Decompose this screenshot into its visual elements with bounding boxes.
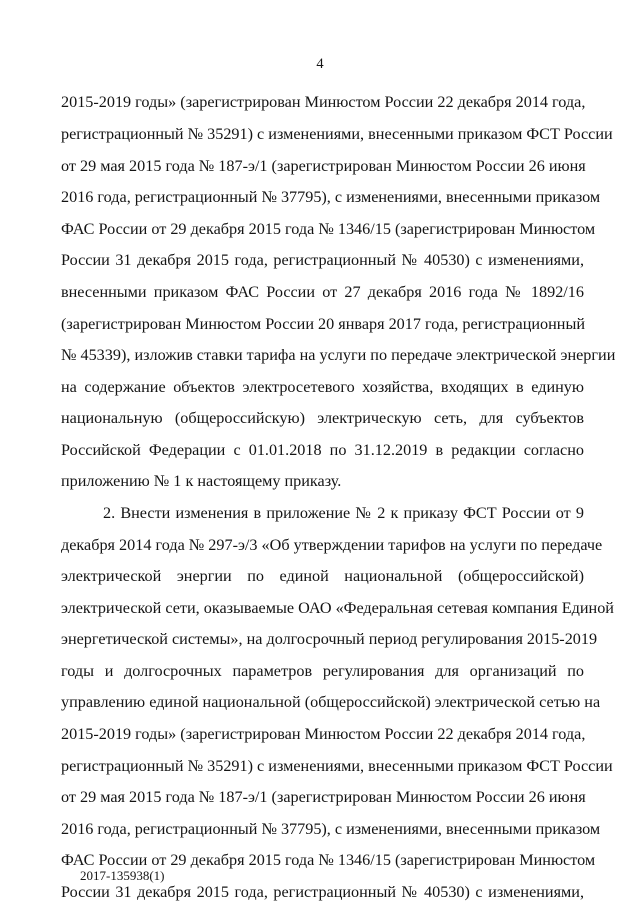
text-line: годы и долгосрочных параметров регулирования для организаций по <box>61 662 584 680</box>
text-line: ФАС России от 29 декабря 2015 года № 1346/15 (зарегистрирован Минюстом <box>61 220 596 238</box>
text-line: Российской Федерации с 01.01.2018 по 31.12.2019 в редакции согласно <box>61 441 584 459</box>
paragraph-2-first-line: 2. Внести изменения в приложение № 2 к приказу ФСТ России от 9 <box>103 504 584 522</box>
text-line: приложению № 1 к настоящему приказу. <box>61 472 342 490</box>
text-line: 2015-2019 годы» (зарегистрирован Минюстом России 22 декабря 2014 года, <box>61 725 586 743</box>
text-line: 2016 года, регистрационный № 37795), с изменениями, внесенными приказом <box>61 188 601 206</box>
text-line: России 31 декабря 2015 года, регистрационный № 40530) с изменениями, <box>61 251 584 269</box>
text-line: регистрационный № 35291) с изменениями, внесенными приказом ФСТ России <box>61 757 613 775</box>
text-line: (зарегистрирован Минюстом России 20 января 2017 года, регистрационный <box>61 315 585 333</box>
text-line: на содержание объектов электросетевого хозяйства, входящих в единую <box>61 378 584 396</box>
text-line: от 29 мая 2015 года № 187-э/1 (зарегистрирован Минюстом России 26 июня <box>61 157 586 175</box>
document-id: 2017-135938(1) <box>80 868 165 883</box>
text-line: энергетической системы», на долгосрочный период регулирования 2015-2019 <box>61 630 598 648</box>
text-line: России 31 декабря 2015 года, регистрационный № 40530) с изменениями, <box>61 883 584 901</box>
text-line: национальную (общероссийскую) электрическую сеть, для субъектов <box>61 409 584 427</box>
text-line: электрической энергии по единой национальной (общероссийской) <box>61 567 584 585</box>
text-line: управлению единой национальной (общероссийской) электрической сетью на <box>61 693 601 711</box>
text-line: ФАС России от 29 декабря 2015 года № 1346/15 (зарегистрирован Минюстом <box>61 851 596 869</box>
text-line: внесенными приказом ФАС России от 27 декабря 2016 года № 1892/16 <box>61 283 584 301</box>
text-line: 2015-2019 годы» (зарегистрирован Минюстом России 22 декабря 2014 года, <box>61 93 586 111</box>
page-number: 4 <box>316 56 324 72</box>
text-line: регистрационный № 35291) с изменениями, внесенными приказом ФСТ России <box>61 125 613 143</box>
text-line: декабря 2014 года № 297-э/3 «Об утверждении тарифов на услуги по передаче <box>61 536 603 554</box>
text-line: от 29 мая 2015 года № 187-э/1 (зарегистрирован Минюстом России 26 июня <box>61 788 586 806</box>
text-line: 2016 года, регистрационный № 37795), с изменениями, внесенными приказом <box>61 820 601 838</box>
text-line: № 45339), изложив ставки тарифа на услуги по передаче электрической энергии <box>61 346 616 364</box>
text-line: электрической сети, оказываемые ОАО «Федеральная сетевая компания Единой <box>61 599 614 617</box>
